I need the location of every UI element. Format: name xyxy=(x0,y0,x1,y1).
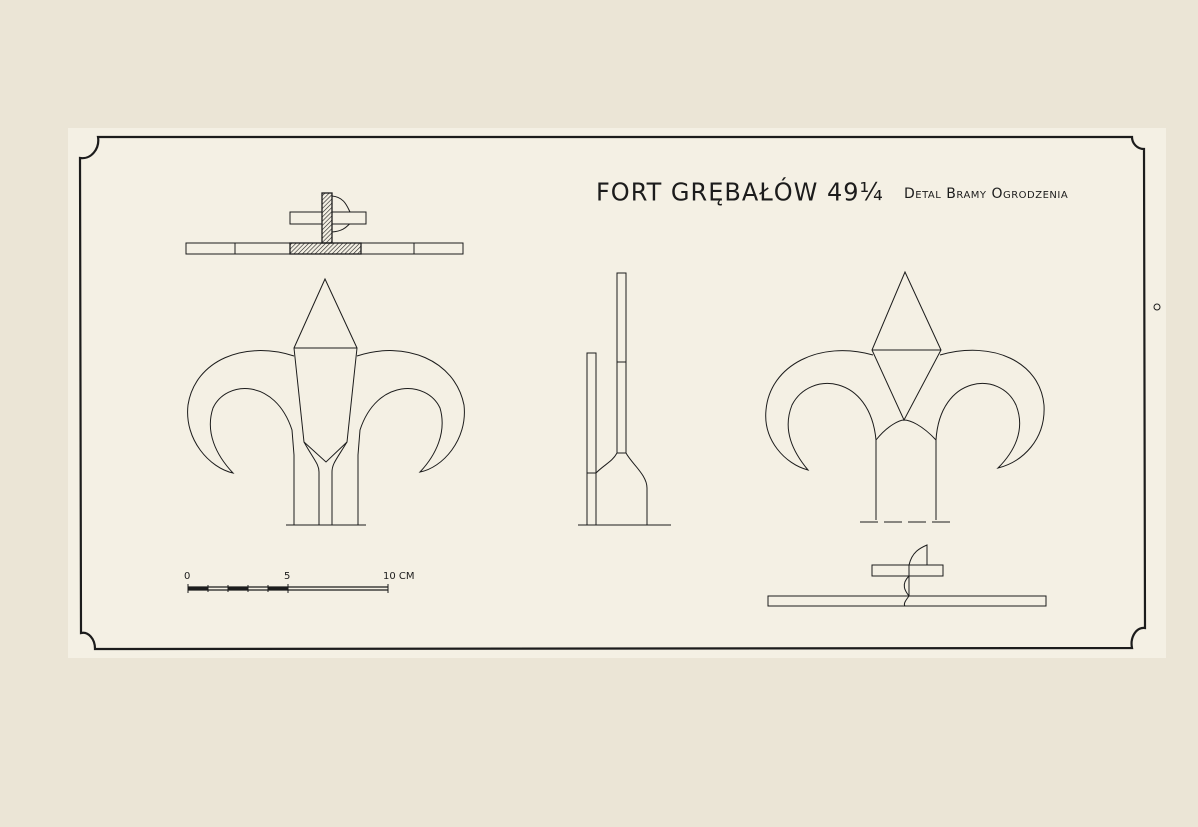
scale-bar xyxy=(188,584,388,593)
drawing-title: FORT GRĘBAŁÓW 49¼ xyxy=(596,177,884,207)
frame-border xyxy=(80,137,1145,649)
right-fleur-elevation xyxy=(766,272,1044,522)
left-fleur-elevation xyxy=(188,279,465,525)
top-section-detail xyxy=(186,193,463,254)
side-elevation xyxy=(578,273,671,525)
edge-hole xyxy=(1154,304,1160,310)
scale-label-10cm: 10 CM xyxy=(383,571,415,582)
drawing-subtitle: Detal Bramy Ogrodzenia xyxy=(904,186,1069,202)
scale-label-5: 5 xyxy=(284,571,291,582)
bottom-section-detail xyxy=(768,545,1046,606)
scale-label-0: 0 xyxy=(184,571,191,582)
